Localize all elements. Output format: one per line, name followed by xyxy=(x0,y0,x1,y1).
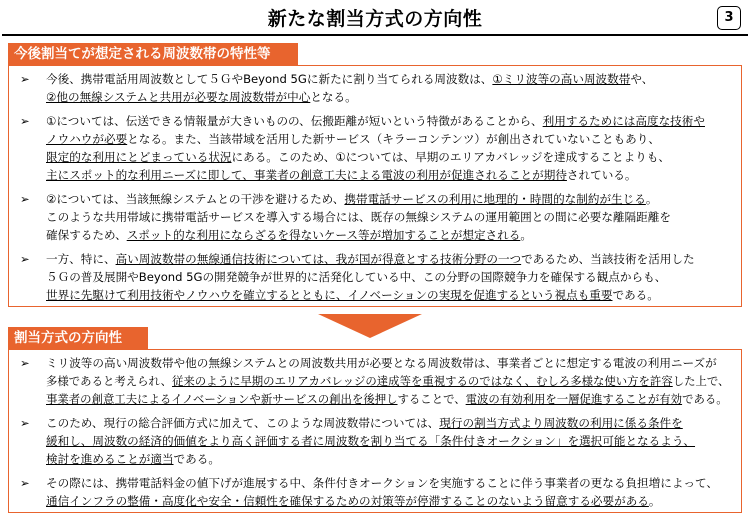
bullet-line: その際には、携帯電話料金の値下げが進展する中、条件付きオークションを実施することに伴う事業者の更なる負担増によって、 xyxy=(46,476,718,490)
bullet-line: このため、現行の総合評価方式に加えて、このような周波数帯については、現行の割当方式より周波数の利用に係る条件を xyxy=(46,416,683,430)
page-number-badge: 3 xyxy=(717,6,741,30)
bullet-icon: ➢ xyxy=(20,356,30,370)
bullet-line: 今後、携帯電話用周波数として５ＧやBeyond 5Gに新たに割り当てられる周波数は、①ミリ波等の高い周波数帯や、 xyxy=(46,72,654,86)
bullet-line: 主にスポット的な利用ニーズに即して、事業者の創意工夫による電波の利用が促進されることが期待されている。 xyxy=(46,168,637,182)
bullet-line: 通信インフラの整備・高度化や安全・信頼性を確保するための対策等が停滞することのないよう留意する必要がある。 xyxy=(46,494,661,508)
bullet-icon: ➢ xyxy=(20,114,30,128)
bullet-line: 事業者の創意工夫によるイノベーションや新サービスの創出を後押しすることで、電波の有効利用を一層促進することが有効である。 xyxy=(46,392,728,406)
bullet-line: ミリ波等の高い周波数帯や他の無線システムとの周波数共用が必要となる周波数帯は、事業者ごとに想定する電波の利用ニーズが xyxy=(46,356,717,370)
bullet-icon: ➢ xyxy=(20,476,30,490)
bullet-line: 検討を進めることが適当である。 xyxy=(46,452,220,466)
page-title: 新たな割当方式の方向性 xyxy=(267,8,483,30)
bullet-line: このような共用帯域に携帯電話サービスを導入する場合には、既存の無線システムの運用範囲との間に必要な離隔距離を xyxy=(46,210,671,224)
bullet-icon: ➢ xyxy=(20,252,30,266)
bullet-line: ②他の無線システムと共用が必要な周波数帯が中心となる。 xyxy=(46,90,357,104)
section-heading-characteristics: 今後割当てが想定される周波数帯の特性等 xyxy=(8,43,298,65)
bullet-line: 多様であると考えられ、従来のように早期のエリアカバレッジの達成等を重視するのではなく、むしろ多様な使い方を許容した上で、 xyxy=(46,374,730,388)
bullet-line: 緩和し、周波数の経済的価値をより高く評価する者に周波数を割り当てる「条件付きオークション」を選択可能となるよう、 xyxy=(46,434,696,448)
title-underline xyxy=(2,34,748,36)
bullet-line: ②については、当該無線システムとの干渉を避けるため、携帯電話サービスの利用に地理的・時間的な制約が生じる。 xyxy=(46,192,658,206)
bullet-line: 世界に先駆けて利用技術やノウハウを確立するとともに、イノベーションの実現を促進するという視点も重要である。 xyxy=(46,288,659,302)
down-arrow-icon xyxy=(318,314,422,338)
section-heading-direction: 割当方式の方向性 xyxy=(8,327,148,349)
bullet-icon: ➢ xyxy=(20,72,30,86)
bullet-line: ノウハウが必要となる。また、当該帯域を活用した新サービス（キラーコンテンツ）が創出されていないこともあり、 xyxy=(46,132,660,146)
bullet-line: ①については、伝送できる情報量が大きいものの、伝搬距離が短いという特徴があることから、利用するためには高度な技術や xyxy=(46,114,705,128)
bullet-line: 確保するため、スポット的な利用にならざるを得ないケース等が増加することが想定される。 xyxy=(46,228,532,242)
bullet-line: 一方、特に、高い周波数帯の無線通信技術については、我が国が得意とする技術分野の一つであるため、当該技術を活用した xyxy=(46,252,695,266)
bullet-line: ５Ｇの普及展開やBeyond 5Gの開発競争が世界的に活発化している中、この分野の国際競争力を確保する観点からも、 xyxy=(46,270,667,284)
bullet-icon: ➢ xyxy=(20,416,30,430)
bullet-line: 限定的な利用にとどまっている状況にある。このため、①については、早期のエリアカバレッジを達成することよりも、 xyxy=(46,150,670,164)
bullet-icon: ➢ xyxy=(20,192,30,206)
